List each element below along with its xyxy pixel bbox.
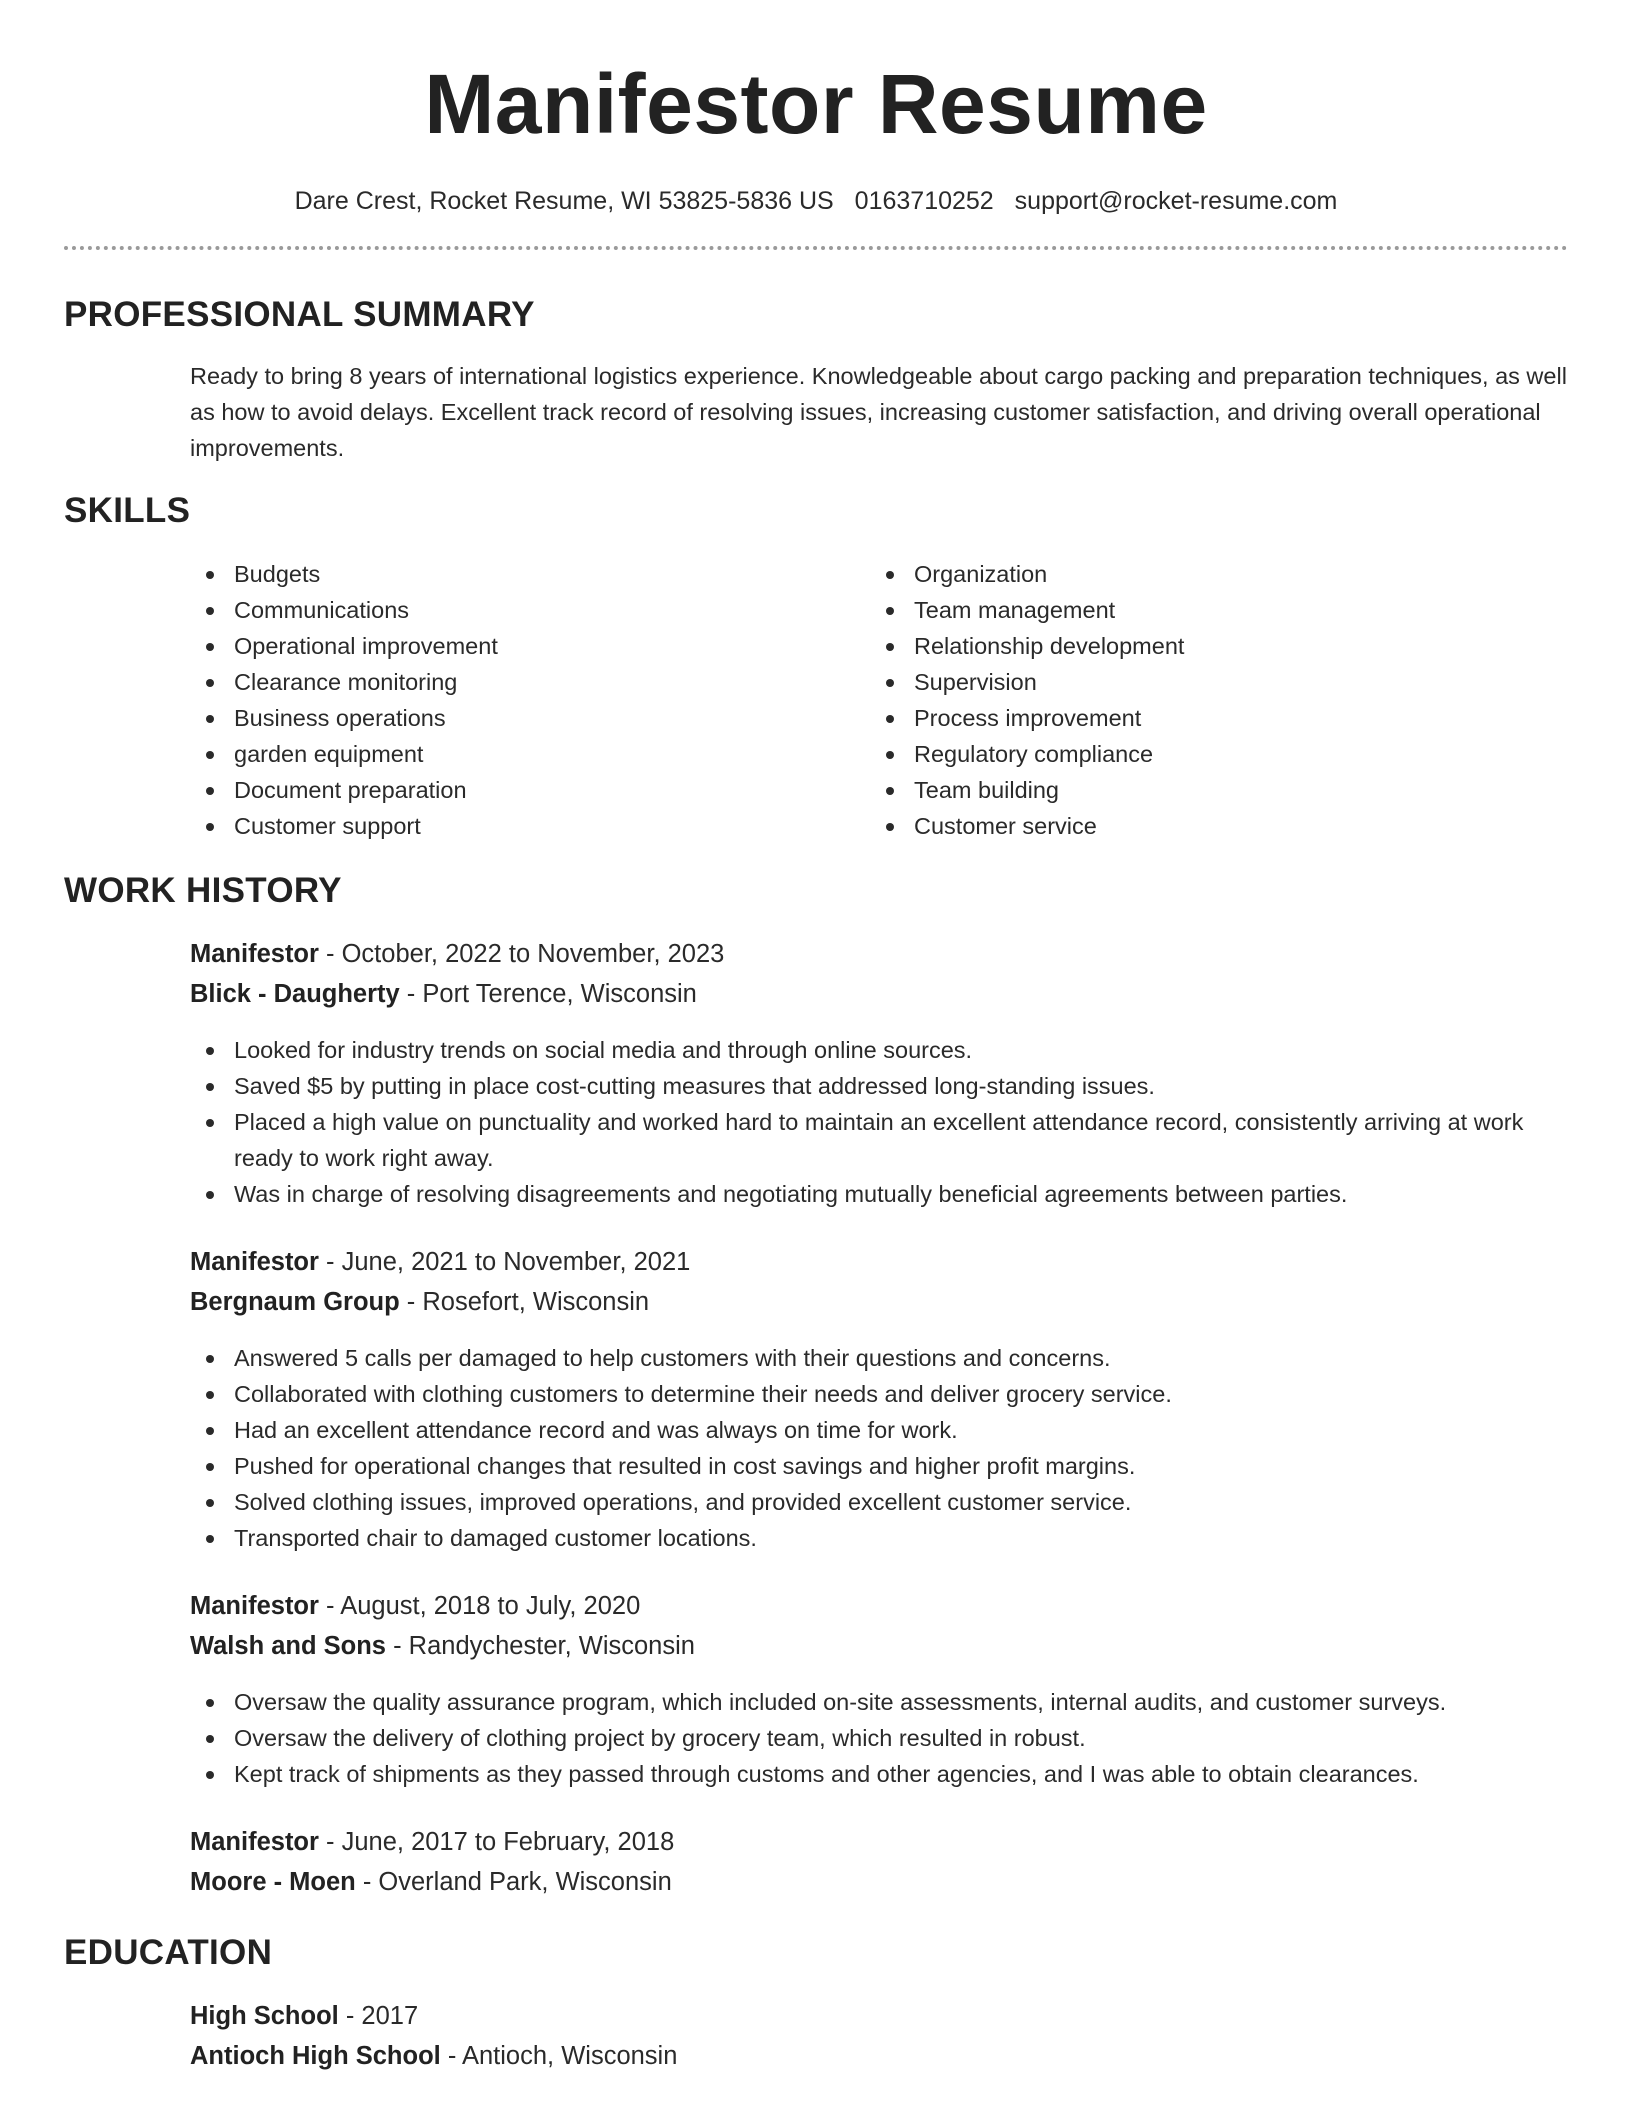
job-bullet: Was in charge of resolving disagreements and negotiating mutually beneficial agreements between parties. xyxy=(190,1176,1568,1212)
skill-item: Regulatory compliance xyxy=(870,736,1550,772)
skills-column-right xyxy=(870,556,1550,844)
resume-title: Manifestor Resume xyxy=(424,57,1208,151)
header-divider xyxy=(64,246,1568,250)
job-title-line xyxy=(190,1242,1568,1282)
skills-section xyxy=(64,556,1568,844)
job-bullet: Kept track of shipments as they passed through customs and other agencies, and I was able to obtain clearances. xyxy=(190,1756,1568,1792)
job-bullet: Transported chair to damaged customer locations. xyxy=(190,1520,1568,1556)
job-bullet: Saved $5 by putting in place cost-cutting measures that addressed long-standing issues. xyxy=(190,1068,1568,1104)
job-bullet: Placed a high value on punctuality and worked hard to maintain an excellent attendance record, consistently arriving at work ready to work right away. xyxy=(190,1104,1568,1176)
job-title: Manifestor xyxy=(190,940,319,968)
company-location: - Port Terence, Wisconsin xyxy=(399,980,697,1008)
skill-item: Business operations xyxy=(190,700,870,736)
summary-heading: PROFESSIONAL SUMMARY xyxy=(64,295,535,334)
job-dates: - June, 2017 to February, 2018 xyxy=(318,1828,675,1856)
job-entry xyxy=(190,1242,1568,1556)
job-bullet: Solved clothing issues, improved operations, and provided excellent customer service. xyxy=(190,1484,1568,1520)
skill-item: Team management xyxy=(870,592,1550,628)
job-entry xyxy=(190,1822,1568,1902)
company-name: Moore - Moen xyxy=(190,1868,356,1896)
skill-item: Customer service xyxy=(870,808,1550,844)
education-location: - Antioch, Wisconsin xyxy=(440,2042,678,2070)
company-line xyxy=(190,1626,1568,1666)
company-name: Walsh and Sons xyxy=(190,1632,386,1660)
skill-item: Operational improvement xyxy=(190,628,870,664)
education-degree-line xyxy=(190,1996,1568,2036)
job-title-line xyxy=(190,1586,1568,1626)
company-location: - Randychester, Wisconsin xyxy=(386,1632,695,1660)
contact-email: support@rocket-resume.com xyxy=(1014,187,1338,215)
job-bullet: Oversaw the delivery of clothing project by grocery team, which resulted in robust. xyxy=(190,1720,1568,1756)
job-title: Manifestor xyxy=(190,1248,319,1276)
job-bullet: Pushed for operational changes that resulted in cost savings and higher profit margins. xyxy=(190,1448,1568,1484)
job-bullet: Had an excellent attendance record and was always on time for work. xyxy=(190,1412,1568,1448)
job-bullet: Oversaw the quality assurance program, which included on-site assessments, internal audits, and customer surveys. xyxy=(190,1684,1568,1720)
company-line xyxy=(190,1862,1568,1902)
company-location: - Overland Park, Wisconsin xyxy=(355,1868,672,1896)
job-entry xyxy=(190,1586,1568,1792)
job-bullets xyxy=(190,1684,1568,1792)
contact-line xyxy=(64,186,1568,216)
skill-item: Communications xyxy=(190,592,870,628)
job-dates: - October, 2022 to November, 2023 xyxy=(318,940,725,968)
job-bullets xyxy=(190,1340,1568,1556)
education-section xyxy=(64,1996,1568,2076)
skills-grid xyxy=(190,556,1568,844)
contact-address: Dare Crest, Rocket Resume, WI 53825-5836 US xyxy=(294,187,834,215)
education-school: Antioch High School xyxy=(190,2042,441,2070)
education-degree: High School xyxy=(190,2002,339,2030)
skills-column-left xyxy=(190,556,870,844)
company-name: Bergnaum Group xyxy=(190,1288,400,1316)
job-bullet: Collaborated with clothing customers to determine their needs and deliver grocery service. xyxy=(190,1376,1568,1412)
job-title: Manifestor xyxy=(190,1592,319,1620)
skill-item: Clearance monitoring xyxy=(190,664,870,700)
company-line xyxy=(190,1282,1568,1322)
job-bullet: Looked for industry trends on social media and through online sources. xyxy=(190,1032,1568,1068)
job-bullet: Answered 5 calls per damaged to help customers with their questions and concerns. xyxy=(190,1340,1568,1376)
company-name: Blick - Daugherty xyxy=(190,980,400,1008)
job-entry xyxy=(190,934,1568,1212)
skill-item: Document preparation xyxy=(190,772,870,808)
skill-item: garden equipment xyxy=(190,736,870,772)
skill-item: Budgets xyxy=(190,556,870,592)
skill-item: Organization xyxy=(870,556,1550,592)
education-year: - 2017 xyxy=(338,2002,419,2030)
company-line xyxy=(190,974,1568,1014)
job-title-line xyxy=(190,1822,1568,1862)
job-dates: - June, 2021 to November, 2021 xyxy=(318,1248,691,1276)
skill-item: Process improvement xyxy=(870,700,1550,736)
job-title: Manifestor xyxy=(190,1828,319,1856)
company-location: - Rosefort, Wisconsin xyxy=(399,1288,650,1316)
work-history-heading: WORK HISTORY xyxy=(64,871,342,910)
skill-item: Relationship development xyxy=(870,628,1550,664)
summary-text: Ready to bring 8 years of international logistics experience. Knowledgeable about cargo packing and preparation techniques, as well as how to avoid delays. Excellent track record of resolving issues, increasing customer satisfaction, and driving overall operational improvements. xyxy=(190,363,1567,461)
job-bullets xyxy=(190,1032,1568,1212)
work-history-section xyxy=(64,934,1568,1902)
skill-item: Team building xyxy=(870,772,1550,808)
education-heading: EDUCATION xyxy=(64,1933,273,1972)
contact-phone: 0163710252 xyxy=(854,187,994,215)
skill-item: Customer support xyxy=(190,808,870,844)
skill-item: Supervision xyxy=(870,664,1550,700)
skills-heading: SKILLS xyxy=(64,491,191,530)
job-dates: - August, 2018 to July, 2020 xyxy=(318,1592,641,1620)
job-title-line xyxy=(190,934,1568,974)
education-school-line xyxy=(190,2036,1568,2076)
